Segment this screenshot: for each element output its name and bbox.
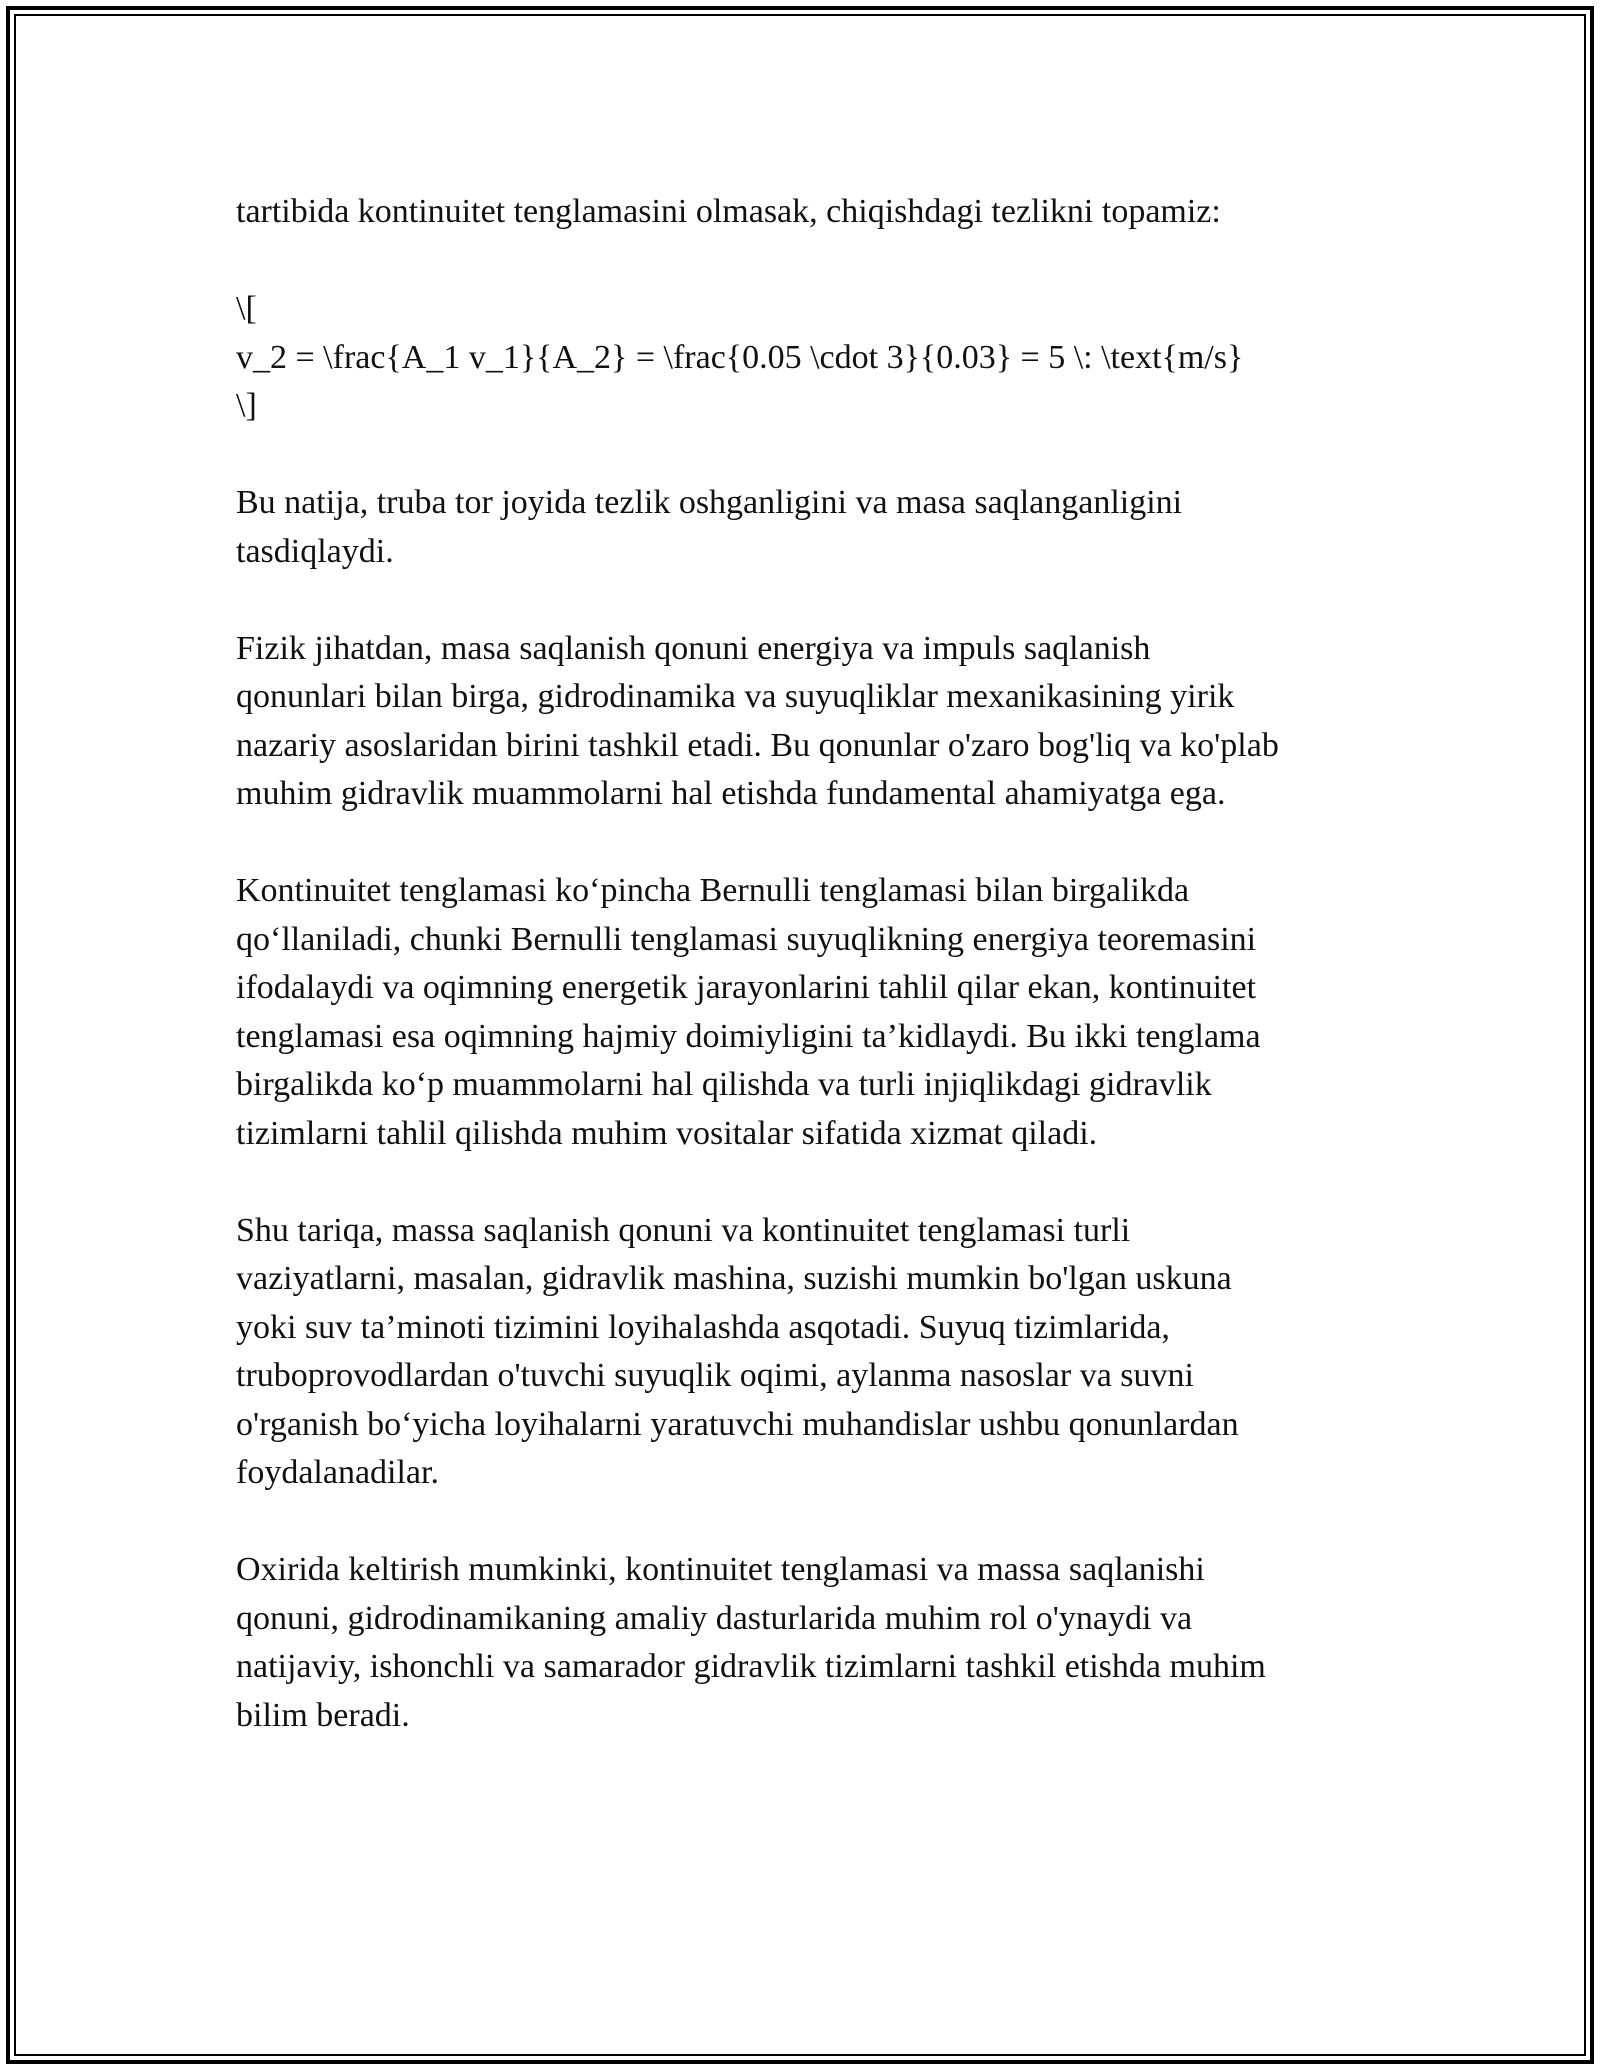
paragraph-physics: Fizik jihatdan, masa saqlanish qonuni energiya va impuls saqlanish qonunlari bilan birga, gidrodinamika va suyuqliklar mexanikasining yirik nazariy asoslaridan birini tashkil etadi. Bu qonunlar o'zaro bog'liq va ko'plab muhim gidravlik muammolarni hal etishda fundamental ahamiyatga ega. bbox=[236, 629, 1279, 812]
paragraph-conclusion: Oxirida keltirish mumkinki, kontinuitet tenglamasi va massa saqlanishi qonuni, gidrodinamikaning amaliy dasturlarida muhim rol o'ynaydi va natijaviy, ishonchli va samarador gidravlik tizimlarni tashkil etishda muhim bilim beradi. bbox=[236, 1551, 1266, 1734]
paragraph-applications: Shu tariqa, massa saqlanish qonuni va kontinuitet tenglamasi turli vaziyatlarni, masalan, gidravlik mashina, suzishi mumkin bo'lgan uskuna yoki suv ta’minoti tizimini loyihalashda asqotadi. Suyuq tizimlarida, truboprovodlardan o'tuvchi suyuqlik oqimi, aylanma nasoslar va suvni o'rganish bo‘yicha loyihalarni yaratuvchi muhandislar ushbu qonunlardan foydalanadilar. bbox=[236, 1211, 1239, 1491]
intro-paragraph: tartibida kontinuitet tenglamasini olmasak, chiqishdagi tezlikni topamiz: bbox=[236, 193, 1221, 230]
formula-body: v_2 = \frac{A_1 v_1}{A_2} = \frac{0.05 \cdot 3}{0.03} = 5 \: \text{m/s} bbox=[236, 338, 1244, 376]
document-body bbox=[236, 188, 1366, 1789]
display-formula bbox=[236, 285, 1366, 431]
paragraph-result: Bu natija, truba tor joyida tezlik oshganligini va masa saqlanganligini tasdiqlaydi. bbox=[236, 484, 1183, 570]
formula-close-delimiter: \] bbox=[236, 387, 257, 424]
formula-open-delimiter: \[ bbox=[236, 290, 257, 327]
paragraph-bernoulli: Kontinuitet tenglamasi ko‘pincha Bernulli tenglamasi bilan birgalikda qo‘llaniladi, chunki Bernulli tenglamasi suyuqlikning energiya teoremasini ifodalaydi va oqimning energetik jarayonlarini tahlil qilar ekan, kontinuitet tenglamasi esa oqimning hajmiy doimiyligini ta’kidlaydi. Bu ikki tenglama birgalikda ko‘p muammolarni hal qilishda va turli injiqlikdagi gidravlik tizimlarni tahlil qilishda muhim vositalar sifatida xizmat qiladi. bbox=[236, 872, 1261, 1152]
